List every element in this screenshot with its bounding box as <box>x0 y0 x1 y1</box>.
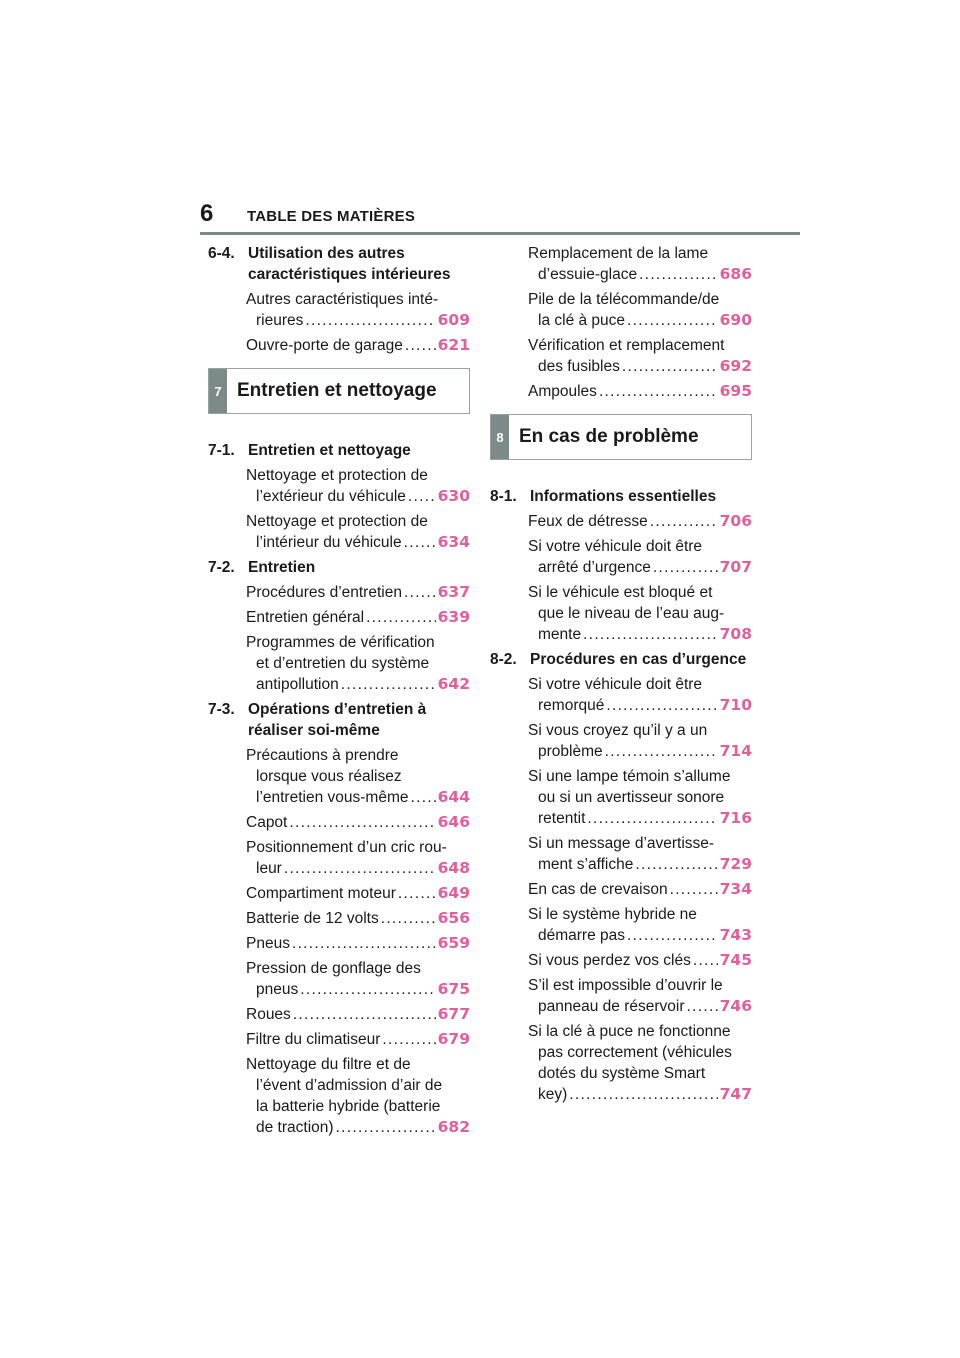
entry-text: arrêté d’urgence <box>538 559 651 576</box>
page-link[interactable]: 644 <box>437 788 470 806</box>
entry-text: Pile de la télécommande/de <box>528 291 720 308</box>
entry-text: lorsque vous réalisez <box>256 768 402 785</box>
page-link[interactable]: 649 <box>437 884 470 902</box>
entry-text: Si le système hybride ne <box>528 906 697 923</box>
section-heading <box>208 699 470 741</box>
page-link[interactable]: 707 <box>719 558 752 576</box>
entry-text: la clé à puce <box>538 312 626 329</box>
entry-text: Nettoyage du filtre et de <box>246 1056 411 1073</box>
dot-leader <box>599 381 718 402</box>
entry-text: antipollution <box>256 676 339 693</box>
entry-text: l’intérieur du véhicule <box>256 534 402 551</box>
entry-text: Précautions à prendre <box>246 747 399 764</box>
entry-text: Si votre véhicule doit être <box>528 538 703 555</box>
entry-text: l’extérieur du véhicule <box>256 488 406 505</box>
page-link[interactable]: 634 <box>437 533 470 551</box>
dot-leader <box>627 310 718 331</box>
page-link[interactable]: 710 <box>719 696 752 714</box>
toc-entry[interactable] <box>246 812 470 833</box>
toc-entry[interactable] <box>246 1054 470 1138</box>
page-link[interactable]: 729 <box>719 855 752 873</box>
toc-entry[interactable] <box>246 933 470 954</box>
dot-leader <box>627 925 718 946</box>
toc-entry[interactable] <box>528 582 752 645</box>
entry-text: key) <box>538 1086 568 1103</box>
toc-entry[interactable] <box>246 883 470 904</box>
toc-entry[interactable] <box>528 833 752 875</box>
page-link[interactable]: 677 <box>437 1005 470 1023</box>
section-title: Opérations d’entretien à réaliser soi-même <box>248 701 427 739</box>
section-number: 7-2. <box>208 559 235 576</box>
dot-leader <box>398 883 436 904</box>
dot-leader <box>650 511 718 532</box>
entry-text: Compartiment moteur <box>246 885 396 902</box>
toc-entry[interactable] <box>246 1004 470 1025</box>
toc-entry[interactable] <box>528 511 752 532</box>
toc-entry[interactable] <box>246 335 470 356</box>
entry-text: Entretien général <box>246 609 365 626</box>
toc-entry[interactable] <box>528 766 752 829</box>
toc-entry[interactable] <box>528 904 752 946</box>
dot-leader <box>404 532 436 553</box>
dot-leader <box>587 808 717 829</box>
entry-text: que le niveau de l’eau aug- <box>538 605 725 622</box>
page-link[interactable]: 637 <box>437 583 470 601</box>
page-link[interactable]: 734 <box>719 880 752 898</box>
dot-leader <box>305 310 435 331</box>
entry-text: Si vous croyez qu’il y a un <box>528 722 708 739</box>
dot-leader <box>408 486 436 507</box>
entry-text: Positionnement d’un cric rou- <box>246 839 447 856</box>
toc-entry[interactable] <box>246 289 470 331</box>
toc-entry[interactable] <box>528 335 752 377</box>
page-link[interactable]: 695 <box>719 382 752 400</box>
dot-leader <box>382 1029 435 1050</box>
dot-leader <box>293 1004 436 1025</box>
toc-entry[interactable] <box>528 950 752 971</box>
section-heading <box>490 486 752 507</box>
entry-text: Filtre du climatiseur <box>246 1031 381 1048</box>
chapter-title: En cas de problème <box>519 426 699 447</box>
toc-entry[interactable] <box>246 607 470 628</box>
entry-text: pas correctement (véhicules <box>538 1044 732 1061</box>
section-title: Entretien et nettoyage <box>248 442 411 459</box>
section-heading <box>208 557 470 578</box>
header-divider <box>200 232 800 235</box>
section-number: 8-2. <box>490 651 517 668</box>
entry-text: Roues <box>246 1006 291 1023</box>
page-link[interactable]: 630 <box>437 487 470 505</box>
dot-leader <box>341 674 436 695</box>
section-title: Entretien <box>248 559 316 576</box>
entry-text: Si un message d’avertisse- <box>528 835 715 852</box>
entry-text: Procédures d’entretien <box>246 584 402 601</box>
chapter-number: 8 <box>491 415 509 459</box>
entry-text: Feux de détresse <box>528 513 648 530</box>
page-link[interactable]: 646 <box>437 813 470 831</box>
dot-leader <box>284 858 436 879</box>
toc-entry[interactable] <box>246 511 470 553</box>
toc-entry[interactable] <box>528 536 752 578</box>
dot-leader <box>292 933 436 954</box>
page-link[interactable]: 743 <box>719 926 752 944</box>
page-link[interactable]: 659 <box>437 934 470 952</box>
entry-text: Si la clé à puce ne fonctionne <box>528 1023 731 1040</box>
entry-text: retentit <box>538 810 586 827</box>
page-link[interactable]: 621 <box>437 336 470 354</box>
page-link[interactable]: 745 <box>719 951 752 969</box>
entry-text: Ouvre-porte de garage <box>246 337 403 354</box>
page-link[interactable]: 639 <box>437 608 470 626</box>
entry-text: d’essuie-glace <box>538 266 638 283</box>
entry-text: dotés du système Smart <box>538 1065 706 1082</box>
entry-text: l’entretien vous-même <box>256 789 409 806</box>
toc-entry[interactable] <box>246 837 470 879</box>
entry-text: et d’entretien du système <box>256 655 430 672</box>
dot-leader <box>635 854 717 875</box>
page-link[interactable]: 609 <box>437 311 470 329</box>
entry-text: Capot <box>246 814 288 831</box>
toc-entry[interactable] <box>246 1029 470 1050</box>
dot-leader <box>300 979 435 1000</box>
entry-text: problème <box>538 743 603 760</box>
section-number: 7-1. <box>208 442 235 459</box>
toc-entry[interactable] <box>528 879 752 900</box>
entry-text: démarre pas <box>538 927 626 944</box>
toc-entry[interactable] <box>246 908 470 929</box>
page-link[interactable]: 679 <box>437 1030 470 1048</box>
entry-text: Programmes de vérification <box>246 634 435 651</box>
dot-leader <box>381 908 436 929</box>
entry-text: remorqué <box>538 697 605 714</box>
section-number: 7-3. <box>208 701 235 718</box>
page-link[interactable]: 692 <box>719 357 752 375</box>
entry-text: Batterie de 12 volts <box>246 910 379 927</box>
page-link[interactable]: 686 <box>719 265 752 283</box>
entry-text: Si le véhicule est bloqué et <box>528 584 713 601</box>
toc-entry[interactable] <box>246 745 470 808</box>
page-title: TABLE DES MATIÈRES <box>247 208 416 225</box>
dot-leader <box>687 996 718 1017</box>
toc-entry[interactable] <box>528 289 752 331</box>
page-link[interactable]: 648 <box>437 859 470 877</box>
page-link[interactable]: 656 <box>437 909 470 927</box>
section-heading <box>208 440 470 461</box>
section-title: Informations essentielles <box>530 488 717 505</box>
dot-leader <box>405 335 436 356</box>
toc-entry[interactable] <box>246 632 470 695</box>
toc-entry[interactable] <box>246 582 470 603</box>
entry-text: panneau de réservoir <box>538 998 685 1015</box>
dot-leader <box>289 812 435 833</box>
page-link[interactable]: 714 <box>719 742 752 760</box>
entry-text: ou si un avertisseur sonore <box>538 789 725 806</box>
dot-leader <box>622 356 718 377</box>
entry-text: Pression de gonflage des <box>246 960 421 977</box>
dot-leader <box>639 264 718 285</box>
dot-leader <box>670 879 718 900</box>
entry-text: l’évent d’admission d’air de <box>256 1077 443 1094</box>
entry-text: Pneus <box>246 935 290 952</box>
section-number: 8-1. <box>490 488 517 505</box>
toc-right-column <box>490 243 752 1109</box>
entry-text: Si une lampe témoin s’allume <box>528 768 731 785</box>
chapter-7-box[interactable] <box>208 368 470 414</box>
page-link[interactable]: 746 <box>719 997 752 1015</box>
entry-text: des fusibles <box>538 358 620 375</box>
section-heading <box>208 243 470 285</box>
toc-entry[interactable] <box>528 975 752 1017</box>
chapter-8-box[interactable] <box>490 414 752 460</box>
page-number: 6 <box>200 200 214 227</box>
toc-entry[interactable] <box>246 958 470 1000</box>
page-link[interactable]: 642 <box>437 675 470 693</box>
toc-entry[interactable] <box>246 465 470 507</box>
dot-leader <box>366 607 436 628</box>
entry-text: mente <box>538 626 582 643</box>
dot-leader <box>693 950 718 971</box>
page-link[interactable]: 708 <box>719 625 752 643</box>
entry-text: rieures <box>256 312 304 329</box>
dot-leader <box>336 1117 436 1138</box>
dot-leader <box>606 695 717 716</box>
entry-text: S’il est impossible d’ouvrir le <box>528 977 723 994</box>
toc-entry[interactable] <box>528 243 752 285</box>
dot-leader <box>653 557 718 578</box>
entry-text: ment s’affiche <box>538 856 634 873</box>
page-link[interactable]: 690 <box>719 311 752 329</box>
entry-text: pneus <box>256 981 299 998</box>
dot-leader <box>410 787 435 808</box>
entry-text: Remplacement de la lame <box>528 245 709 262</box>
section-heading <box>490 649 752 670</box>
dot-leader <box>404 582 436 603</box>
chapter-title: Entretien et nettoyage <box>237 380 437 401</box>
entry-text: Si votre véhicule doit être <box>528 676 703 693</box>
entry-text: Vérification et remplacement <box>528 337 725 354</box>
page-link[interactable]: 747 <box>719 1085 752 1103</box>
entry-text: Ampoules <box>528 383 597 400</box>
section-title: Procédures en cas d’urgence <box>530 651 747 668</box>
entry-text: Autres caractéristiques inté- <box>246 291 439 308</box>
page-link[interactable]: 682 <box>437 1118 470 1136</box>
page-link[interactable]: 706 <box>719 512 752 530</box>
page-link[interactable]: 716 <box>719 809 752 827</box>
toc-left-column <box>208 243 470 1142</box>
page-link[interactable]: 675 <box>437 980 470 998</box>
toc-entry[interactable] <box>528 381 752 402</box>
section-title: Utilisation des autres caractéristiques intérieures <box>248 245 451 283</box>
toc-entry[interactable] <box>528 720 752 762</box>
toc-entry[interactable] <box>528 1021 752 1105</box>
entry-text: En cas de crevaison <box>528 881 668 898</box>
entry-text: la batterie hybride (batterie <box>256 1098 441 1115</box>
dot-leader <box>583 624 718 645</box>
section-number: 6-4. <box>208 245 235 262</box>
entry-text: Nettoyage et protection de <box>246 467 428 484</box>
chapter-number: 7 <box>209 369 227 413</box>
dot-leader <box>569 1084 717 1105</box>
dot-leader <box>605 741 718 762</box>
entry-text: Nettoyage et protection de <box>246 513 428 530</box>
toc-entry[interactable] <box>528 674 752 716</box>
entry-text: de traction) <box>256 1119 334 1136</box>
entry-text: Si vous perdez vos clés <box>528 952 691 969</box>
entry-text: leur <box>256 860 282 877</box>
